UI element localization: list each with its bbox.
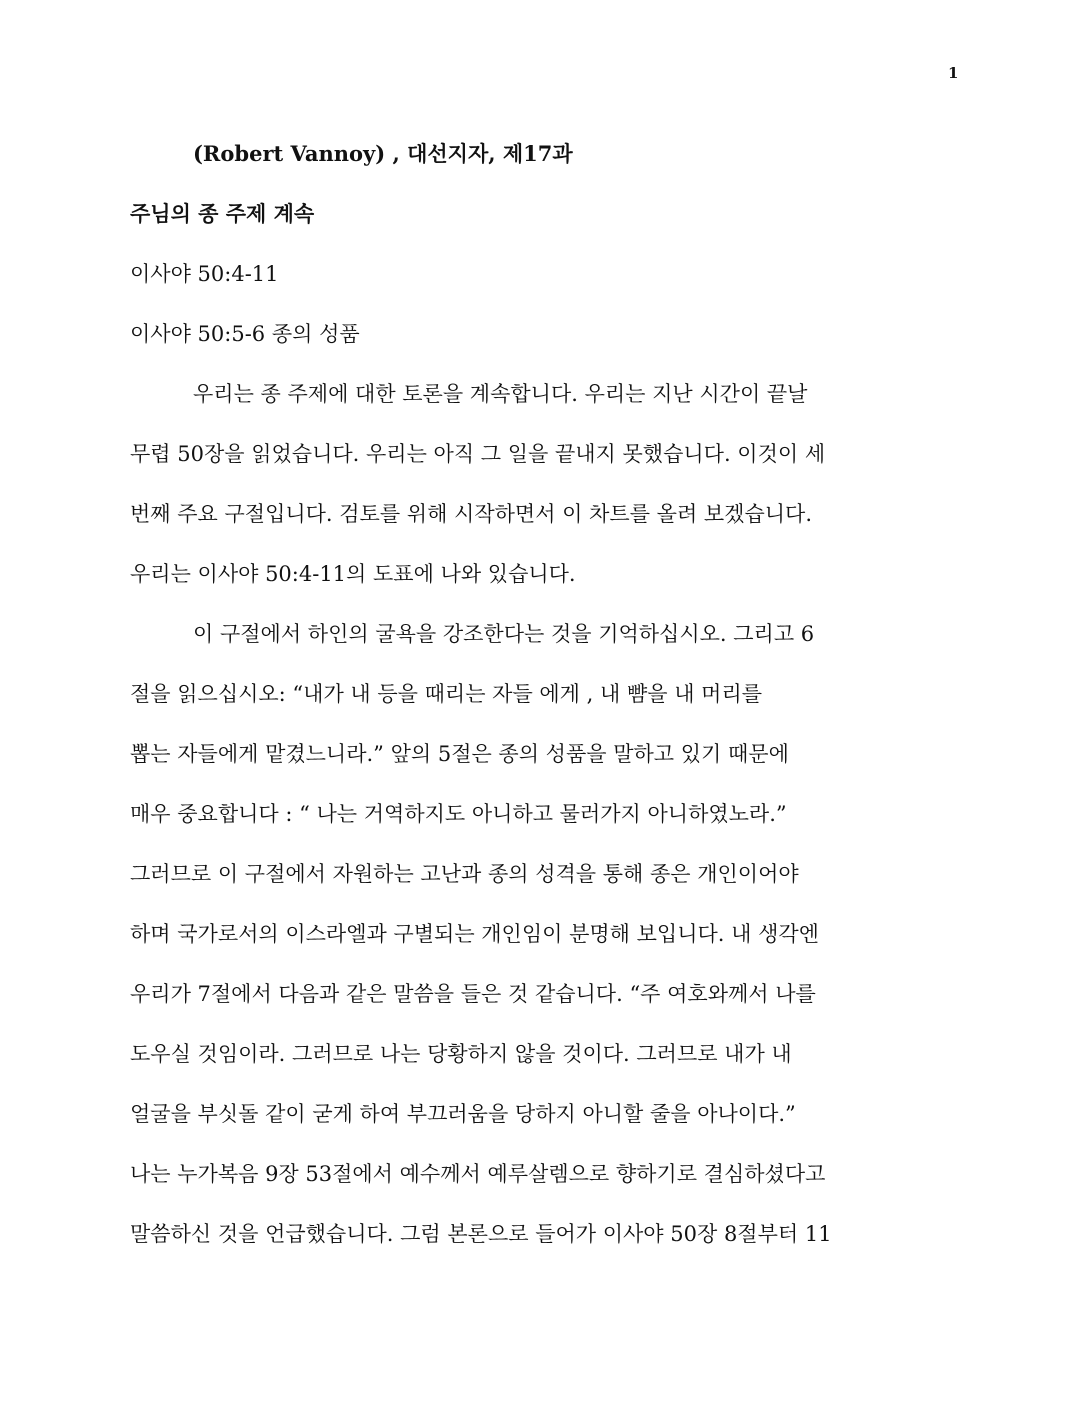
lecture-title: (Robert Vannoy) , 대선지자, 제17과 (193, 141, 573, 166)
scripture-reference: 이사야 50:4-11 (130, 262, 279, 286)
paragraph-line: 나는 누가복음 9장 53절에서 예수께서 예루살렘으로 향하기로 결심하셨다고 (130, 1162, 826, 1186)
paragraph-line: 말씀하신 것을 언급했습니다. 그럼 본론으로 들어가 이사야 50장 8절부터 11 (130, 1222, 832, 1246)
paragraph-line: 뽑는 자들에게 맡겼느니라.” 앞의 5절은 종의 성품을 말하고 있기 때문에 (130, 742, 789, 766)
paragraph-line: 얼굴을 부싯돌 같이 굳게 하여 부끄러움을 당하지 아니할 줄을 아나이다.” (130, 1102, 796, 1126)
document-content (130, 124, 962, 1264)
paragraph-line: 절을 읽으십시오: “내가 내 등을 때리는 자들 에게 , 내 뺨을 내 머리를 (130, 682, 763, 706)
paragraph-line: 그러므로 이 구절에서 자원하는 고난과 종의 성격을 통해 종은 개인이어야 (130, 862, 799, 886)
section-heading: 이사야 50:5-6 종의 성품 (130, 322, 360, 346)
paragraph-line: 매우 중요합니다 : “ 나는 거역하지도 아니하고 물러가지 아니하였노라.” (130, 802, 787, 826)
paragraph-line: 무렵 50장을 읽었습니다. 우리는 아직 그 일을 끝내지 못했습니다. 이것이 세 (130, 442, 826, 466)
paragraph-line: 번째 주요 구절입니다. 검토를 위해 시작하면서 이 차트를 올려 보겠습니다. (130, 502, 813, 526)
paragraph-line: 우리는 이사야 50:4-11의 도표에 나와 있습니다. (130, 562, 576, 586)
page-number: 1 (948, 64, 959, 82)
paragraph-line: 이 구절에서 하인의 굴욕을 강조한다는 것을 기억하십시오. 그리고 6 (193, 622, 815, 646)
lecture-subtitle: 주님의 종 주제 계속 (130, 201, 315, 226)
paragraph-line: 우리는 종 주제에 대한 토론을 계속합니다. 우리는 지난 시간이 끝날 (193, 382, 808, 406)
paragraph-line: 하며 국가로서의 이스라엘과 구별되는 개인임이 분명해 보입니다. 내 생각엔 (130, 922, 819, 946)
paragraph-line: 우리가 7절에서 다음과 같은 말씀을 들은 것 같습니다. “주 여호와께서 나를 (130, 982, 816, 1006)
paragraph-line: 도우실 것임이라. 그러므로 나는 당황하지 않을 것이다. 그러므로 내가 내 (130, 1042, 792, 1066)
